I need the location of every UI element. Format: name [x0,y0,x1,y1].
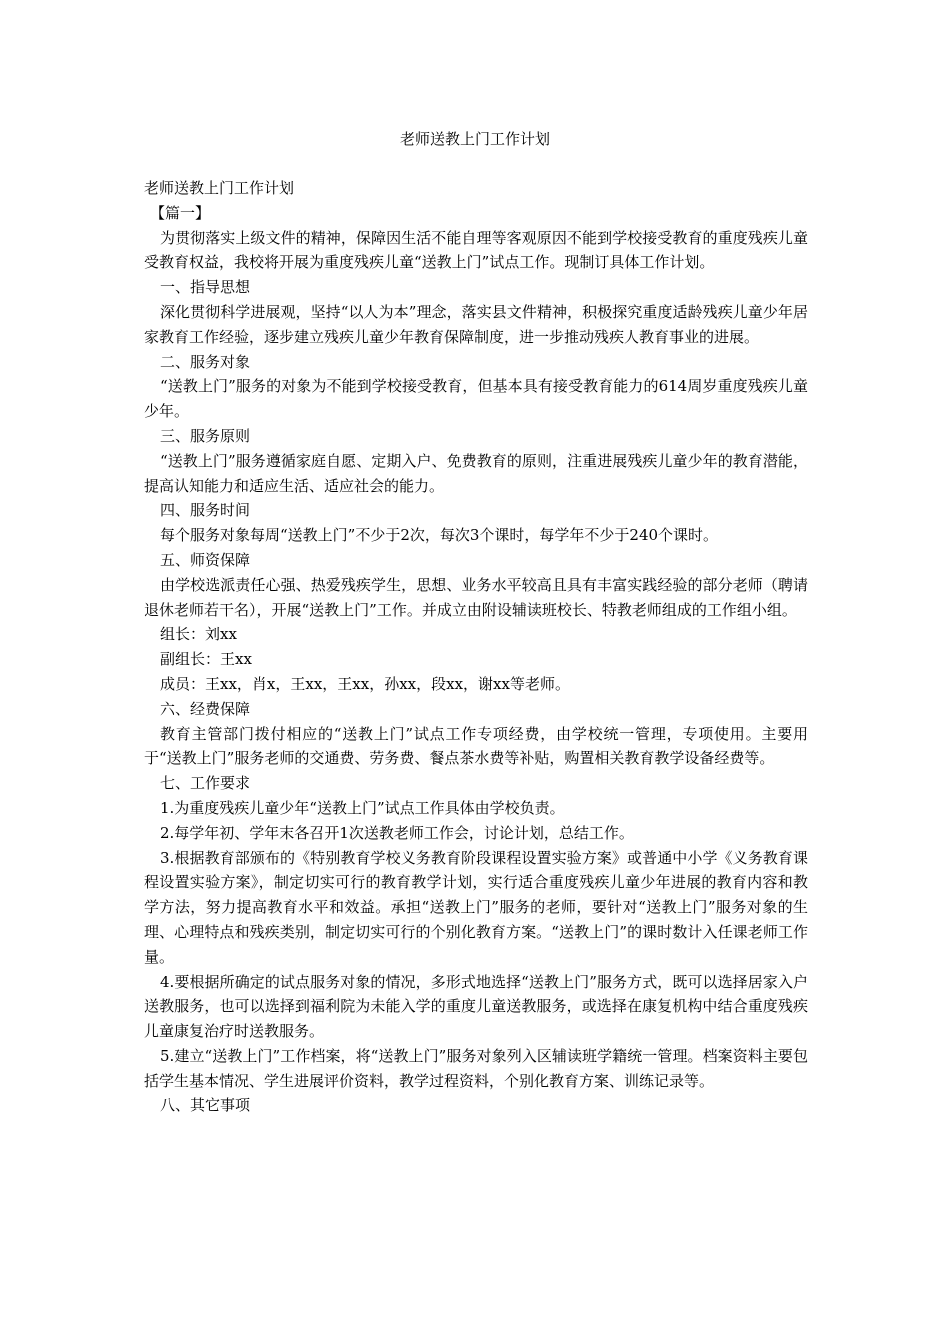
deputy-leader-line: 副组长：王xx [160,650,252,669]
section-heading: 六、经费保障 [160,699,251,718]
section-paragraph: 教育主管部门拨付相应的“送教上门”试点工作专项经费，由学校统一管理，专项使用。主要用于“送教上门”服务老师的交通费、劳务费、餐点茶水费等补贴，购置相关教育教学设备经费等。 [144,724,808,768]
requirement-item: 4.要根据所确定的试点服务对象的情况，多形式地选择“送教上门”服务方式，既可以选择居家入户送教服务，也可以选择到福利院为未能入学的重度儿童送教服务，或选择在康复机构中结合重度残疾儿童康复治疗时送教服务。 [144,972,808,1041]
requirement-item: 1.为重度残疾儿童少年“送教上门”试点工作具体由学校负责。 [160,798,565,817]
section-paragraph: 每个服务对象每周“送教上门”不少于2次，每次3个课时，每学年不少于240个课时。 [160,526,719,545]
section-paragraph: “送教上门”服务的对象为不能到学校接受教育，但基本具有接受教育能力的614周岁重度残疾儿童少年。 [144,377,808,421]
members-line: 成员：王xx，肖x，王xx，王xx，孙xx，段xx，谢xx等老师。 [160,674,570,693]
requirement-item: 2.每学年初、学年末各召开1次送教老师工作会，讨论计划，总结工作。 [160,823,634,842]
requirement-item: 5.建立“送教上门”工作档案，将“送教上门”服务对象列入区辅读班学籍统一管理。档案资料主要包括学生基本情况、学生进展评价资料，教学过程资料，个别化教育方案、训练记录等。 [144,1046,808,1090]
section-heading: 五、师资保障 [160,550,251,569]
section-paragraph: 由学校选派责任心强、热爱残疾学生，思想、业务水平较高且具有丰富实践经验的部分老师（聘请退休老师若干名），开展“送教上门”工作。并成立由附设辅读班校长、特教老师组成的工作组小组。 [144,575,808,619]
section-heading: 一、指导思想 [160,278,251,297]
team-leader-line: 组长：刘xx [160,625,237,644]
section-marker: 【篇一】 [150,203,211,222]
document-title: 老师送教上门工作计划 [399,130,550,148]
document-subtitle: 老师送教上门工作计划 [144,179,295,197]
section-paragraph: “送教上门”服务遵循家庭自愿、定期入户、免费教育的原则，注重进展残疾儿童少年的教育潜能，提高认知能力和适应生活、适应社会的能力。 [144,451,808,495]
section-heading: 七、工作要求 [160,774,251,793]
section-heading: 四、服务时间 [160,501,251,520]
section-paragraph: 深化贯彻科学进展观，坚持“以人为本”理念，落实县文件精神，积极探究重度适龄残疾儿童少年居家教育工作经验，逐步建立残疾儿童少年教育保障制度，进一步推动残疾人教育事业的进展。 [144,302,808,346]
section-heading: 三、服务原则 [160,426,251,445]
intro-paragraph: 为贯彻落实上级文件的精神，保障因生活不能自理等客观原因不能到学校接受教育的重度残疾儿童受教育权益，我校将开展为重度残疾儿童“送教上门”试点工作。现制订具体工作计划。 [144,228,808,272]
section-heading: 八、其它事项 [160,1096,251,1115]
section-heading: 二、服务对象 [160,352,251,371]
requirement-item: 3.根据教育部颁布的《特别教育学校义务教育阶段课程设置实验方案》或普通中小学《义务教育课程设置实验方案》，制定切实可行的教育教学计划，实行适合重度残疾儿童少年进展的教育内容和教学方法，努力提高教育水平和效益。承担“送教上门”服务的老师，要针对“送教上门”服务对象的生理、心理特点和残疾类别，制定切实可行的个别化教育方案。“送教上门”的课时数计入任课老师工作量。 [144,848,808,966]
document-body [144,176,808,1118]
